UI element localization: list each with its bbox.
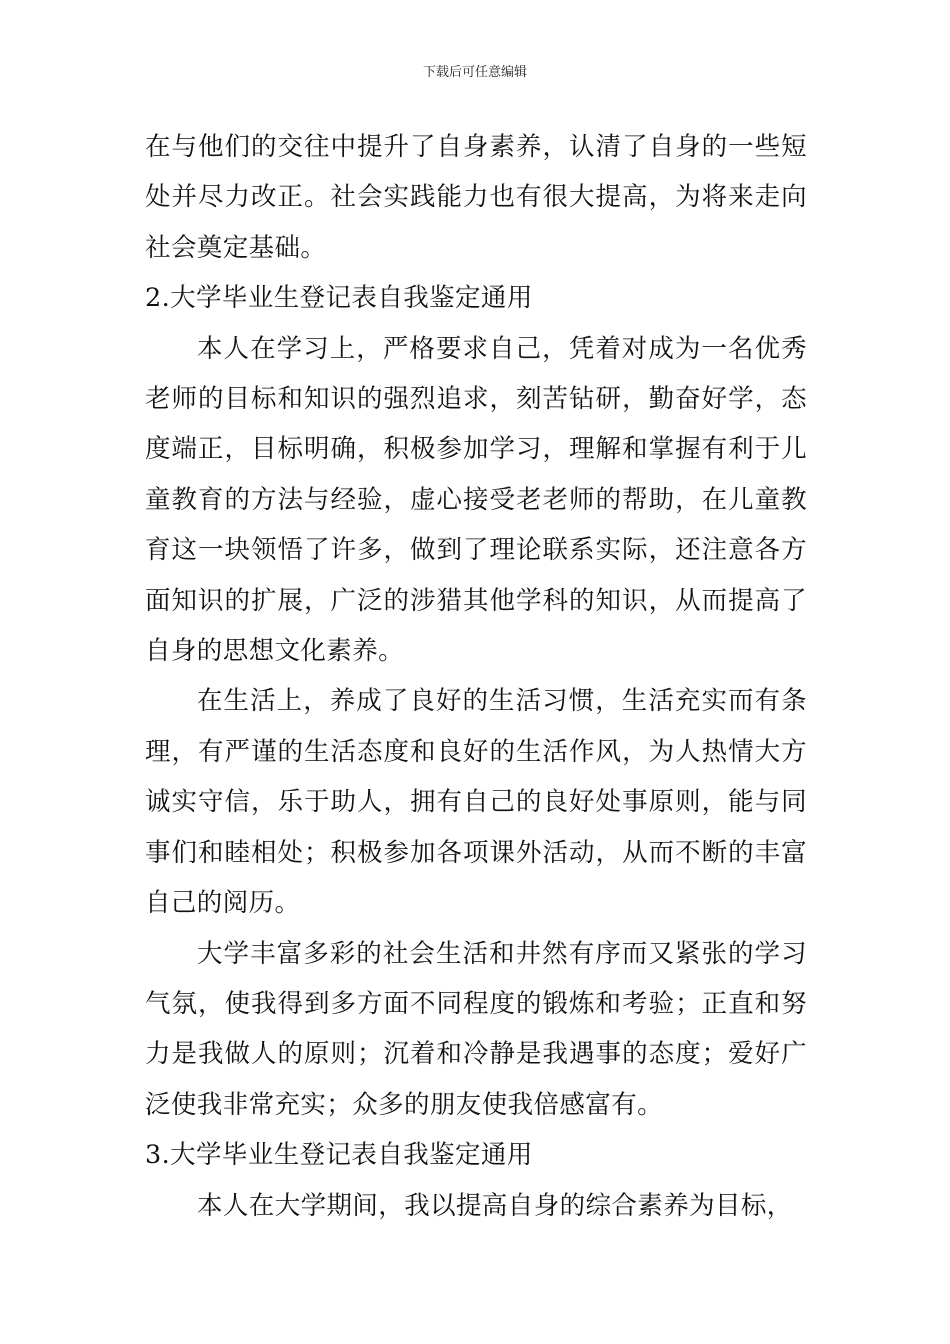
section-heading-3 <box>145 1130 807 1180</box>
paragraph-text: 本人在学习上，严格要求自己，凭着对成为一名优秀老师的目标和知识的强烈追求，刻苦钻研，勤奋好学，态度端正，目标明确，积极参加学习，理解和掌握有利于儿童教育的方法与经验，虚心接受老老师的帮助，在儿童教育这一块领悟了许多，做到了理论联系实际，还注意各方面知识的扩展，广泛的涉猎其他学科的知识，从而提高了自身的思想文化素养。 <box>145 333 807 667</box>
paragraph-text: 大学丰富多彩的社会生活和井然有序而又紧张的学习气氛，使我得到多方面不同程度的锻炼和考验；正直和努力是我做人的原则；沉着和冷静是我遇事的态度；爱好广泛使我非常充实；众多的朋友使我倍感富有。 <box>145 938 807 1120</box>
section-heading-2 <box>145 273 807 323</box>
paragraph-study <box>145 324 807 677</box>
heading-text: 3.大学毕业生登记表自我鉴定通用 <box>145 1140 533 1171</box>
heading-text: 2.大学毕业生登记表自我鉴定通用 <box>145 283 533 314</box>
paragraph-section-3-start <box>145 1181 807 1231</box>
paragraph-text: 在与他们的交往中提升了自身素养，认清了自身的一些短处并尽力改正。社会实践能力也有很大提高，为将来走向社会奠定基础。 <box>145 132 807 263</box>
paragraph-text: 在生活上，养成了良好的生活习惯，生活充实而有条理，有严谨的生活态度和良好的生活作风，为人热情大方诚实守信，乐于助人，拥有自己的良好处事原则，能与同事们和睦相处；积极参加各项课外活动，从而不断的丰富自己的阅历。 <box>145 686 807 919</box>
page-header-note: 下载后可任意编辑 <box>422 65 527 80</box>
document-body <box>145 122 807 1231</box>
paragraph-life <box>145 676 807 928</box>
paragraph-intro-continuation <box>145 122 807 273</box>
paragraph-text: 本人在大学期间，我以提高自身的综合素养为目标， <box>197 1190 793 1221</box>
paragraph-university-life <box>145 929 807 1131</box>
